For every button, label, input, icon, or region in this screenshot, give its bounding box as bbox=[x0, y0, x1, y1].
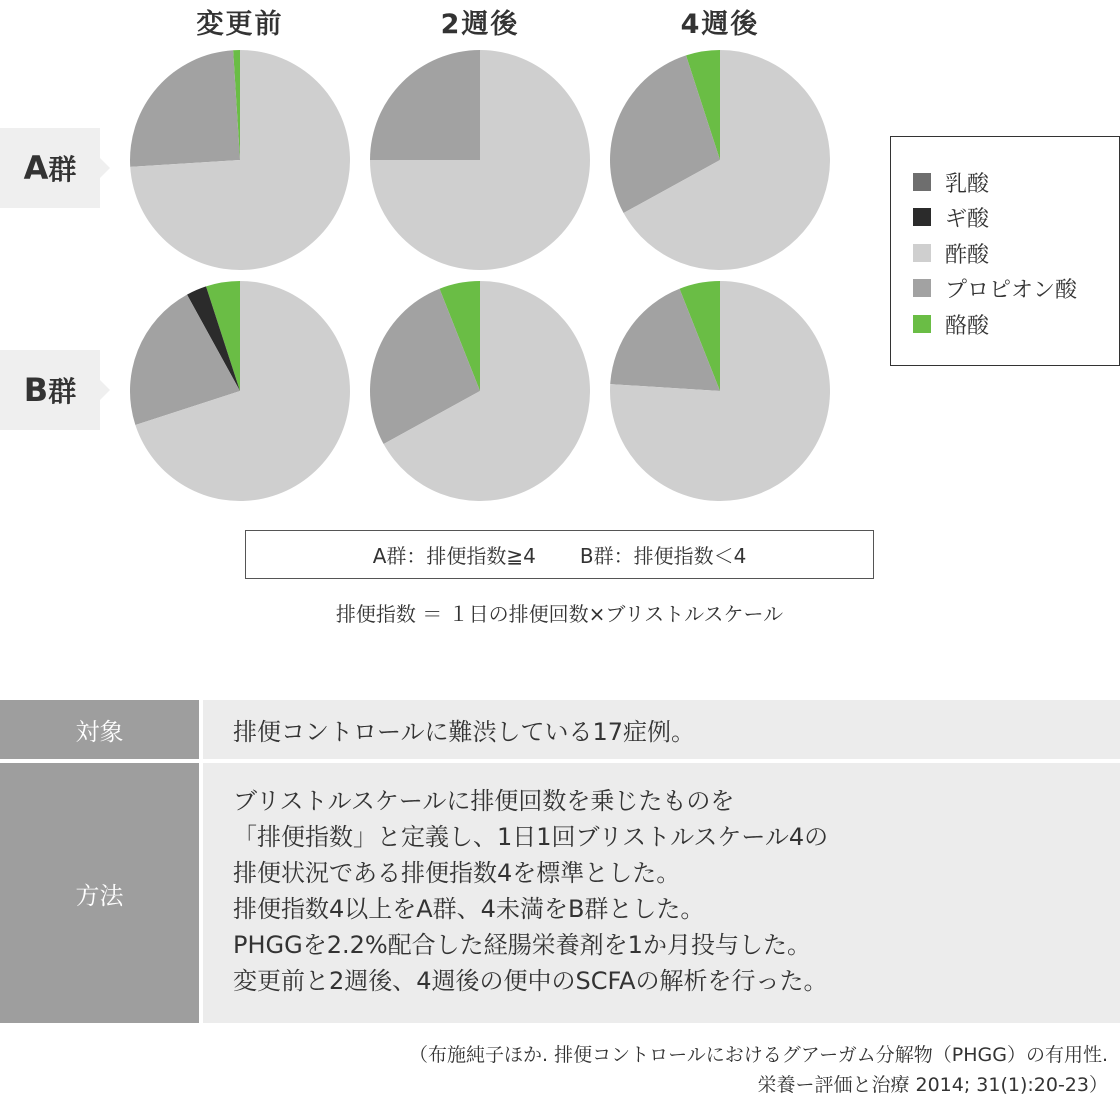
method-cell bbox=[203, 763, 1120, 1023]
pie-a-before bbox=[130, 50, 350, 270]
table-row-subject bbox=[0, 700, 1120, 759]
method-line: PHGGを2.2%配合した経腸栄養剤を1か月投与した。 bbox=[233, 931, 811, 959]
group-label-a-suffix: 群 bbox=[48, 153, 77, 186]
citation-line-1: （布施純子ほか. 排便コントロールにおけるグアーガム分解物（PHGG）の有用性. bbox=[409, 1044, 1108, 1066]
group-label-a-letter: A bbox=[23, 149, 49, 187]
legend-label: ギ酸 bbox=[945, 206, 990, 232]
column-title-2weeks: 2週後 bbox=[440, 9, 520, 40]
pie-slice-propionic bbox=[370, 50, 480, 160]
citation bbox=[409, 1040, 1108, 1100]
legend-label: プロピオン酸 bbox=[945, 277, 1078, 303]
column-title-before: 変更前 bbox=[196, 9, 284, 40]
legend-swatch bbox=[913, 208, 931, 226]
column-title-4weeks: 4週後 bbox=[680, 9, 760, 40]
method-line: ブリストルスケールに排便回数を乗じたものを bbox=[233, 787, 735, 815]
legend-label: 酢酸 bbox=[945, 242, 990, 268]
pie-b-4weeks bbox=[610, 281, 830, 501]
legend-item-butyric bbox=[913, 309, 989, 339]
group-label-a bbox=[0, 128, 100, 208]
method-line: 「排便指数」と定義し、1日1回ブリストルスケール4の bbox=[233, 823, 829, 851]
method-line: 排便状況である排便指数4を標準とした。 bbox=[233, 859, 681, 887]
method-line: 変更前と2週後、4週後の便中のSCFAの解析を行った。 bbox=[233, 967, 828, 995]
criteria-b: B群：排便指数＜4 bbox=[579, 544, 747, 568]
group-label-b bbox=[0, 350, 100, 430]
subject-header: 対象 bbox=[0, 700, 199, 759]
legend-swatch bbox=[913, 173, 931, 191]
group-label-b-suffix: 群 bbox=[48, 375, 77, 408]
legend bbox=[890, 136, 1120, 366]
subject-cell: 排便コントロールに難渋している17症例。 bbox=[203, 700, 1120, 759]
legend-label: 酪酸 bbox=[945, 313, 990, 339]
citation-line-2: 栄養ー評価と治療 2014; 31(1):20-23） bbox=[757, 1074, 1108, 1096]
pie-a-4weeks bbox=[610, 50, 830, 270]
method-line: 排便指数4以上をA群、4未満をB群とした。 bbox=[233, 895, 705, 923]
method-header: 方法 bbox=[0, 763, 199, 1023]
group-criteria-box bbox=[245, 530, 874, 579]
legend-item-propionic bbox=[913, 273, 1077, 303]
defecation-index-formula: 排便指数 ＝ １日の排便回数×ブリストルスケール bbox=[335, 602, 784, 626]
pie-b-before bbox=[130, 281, 350, 501]
legend-label: 乳酸 bbox=[945, 171, 990, 197]
pie-slice-propionic bbox=[130, 50, 240, 167]
legend-item-lactic bbox=[913, 167, 989, 197]
legend-swatch bbox=[913, 279, 931, 297]
legend-item-acetic bbox=[913, 238, 989, 268]
criteria-a: A群：排便指数≧4 bbox=[372, 544, 536, 568]
group-label-b-letter: B bbox=[23, 371, 49, 409]
legend-item-formic bbox=[913, 202, 989, 232]
legend-swatch bbox=[913, 315, 931, 333]
pie-b-2weeks bbox=[370, 281, 590, 501]
table-row-method bbox=[0, 763, 1120, 1023]
pie-a-2weeks bbox=[370, 50, 590, 270]
legend-swatch bbox=[913, 244, 931, 262]
